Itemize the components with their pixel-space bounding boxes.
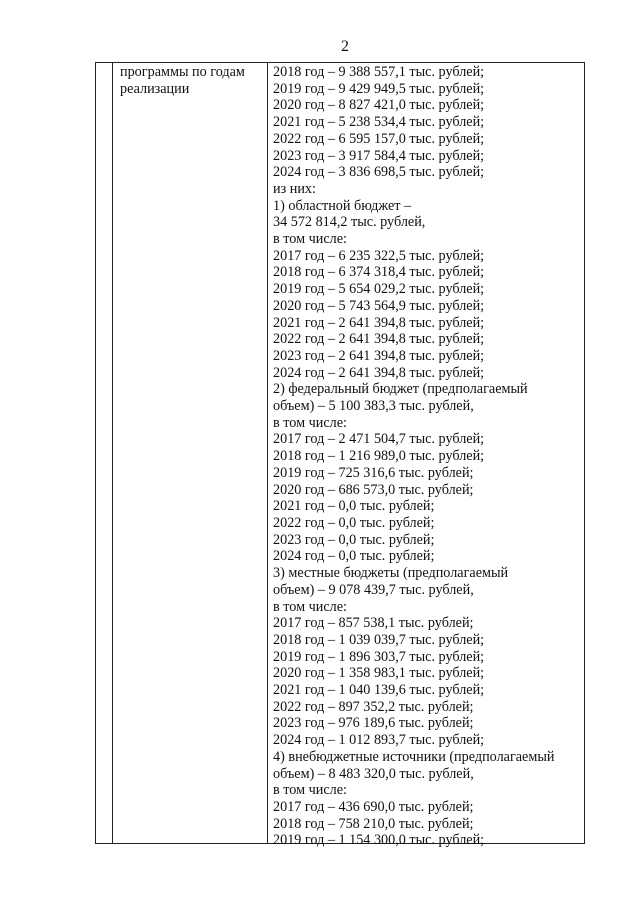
- funding-line: 2020 год – 8 827 421,0 тыс. рублей;: [273, 97, 485, 114]
- funding-line: 1) областной бюджет –: [273, 197, 412, 214]
- funding-line: в том числе:: [273, 231, 347, 248]
- table-cell-label: [120, 64, 265, 97]
- funding-line: 2024 год – 0,0 тыс. рублей;: [273, 548, 435, 565]
- funding-line: 2019 год – 1 896 303,7 тыс. рублей;: [273, 648, 485, 665]
- funding-line: в том числе:: [273, 598, 347, 615]
- funding-line: 2023 год – 0,0 тыс. рублей;: [273, 531, 435, 548]
- funding-line: 2022 год – 897 352,2 тыс. рублей;: [273, 698, 474, 715]
- funding-line: объем) – 5 100 383,3 тыс. рублей,: [273, 398, 474, 415]
- funding-line: 2024 год – 2 641 394,8 тыс. рублей;: [273, 364, 485, 381]
- funding-line: 2) федеральный бюджет (предполагаемый: [273, 381, 528, 398]
- table-cell-funding-values: [273, 64, 583, 849]
- funding-line: 2019 год – 9 429 949,5 тыс. рублей;: [273, 80, 485, 97]
- funding-line: 2017 год – 436 690,0 тыс. рублей;: [273, 798, 474, 815]
- funding-line: 2021 год – 0,0 тыс. рублей;: [273, 498, 435, 515]
- funding-line: 2017 год – 6 235 322,5 тыс. рублей;: [273, 247, 485, 264]
- funding-line: 2023 год – 2 641 394,8 тыс. рублей;: [273, 347, 485, 364]
- funding-line: 2017 год – 2 471 504,7 тыс. рублей;: [273, 431, 485, 448]
- funding-line: 2021 год – 1 040 139,6 тыс. рублей;: [273, 682, 485, 699]
- funding-line: 2021 год – 5 238 534,4 тыс. рублей;: [273, 114, 485, 131]
- label-line: реализации: [120, 80, 190, 97]
- funding-line: 2018 год – 1 216 989,0 тыс. рублей;: [273, 448, 485, 465]
- funding-line: 2023 год – 3 917 584,4 тыс. рублей;: [273, 147, 485, 164]
- funding-line: 2023 год – 976 189,6 тыс. рублей;: [273, 715, 474, 732]
- funding-line: объем) – 9 078 439,7 тыс. рублей,: [273, 581, 474, 598]
- funding-line: 2018 год – 6 374 318,4 тыс. рублей;: [273, 264, 485, 281]
- program-funding-table: [95, 62, 585, 849]
- funding-line: 2022 год – 0,0 тыс. рублей;: [273, 514, 435, 531]
- funding-line: 2022 год – 6 595 157,0 тыс. рублей;: [273, 130, 485, 147]
- funding-line: 2024 год – 3 836 698,5 тыс. рублей;: [273, 164, 485, 181]
- funding-line: 2019 год – 725 316,6 тыс. рублей;: [273, 464, 474, 481]
- funding-line: объем) – 8 483 320,0 тыс. рублей,: [273, 765, 474, 782]
- funding-line: 2019 год – 5 654 029,2 тыс. рублей;: [273, 281, 485, 298]
- funding-line: 2019 год – 1 154 300,0 тыс. рублей;: [273, 832, 485, 849]
- funding-line: 2020 год – 5 743 564,9 тыс. рублей;: [273, 297, 485, 314]
- funding-line: 2022 год – 2 641 394,8 тыс. рублей;: [273, 331, 485, 348]
- funding-line: из них:: [273, 180, 316, 197]
- funding-line: 2024 год – 1 012 893,7 тыс. рублей;: [273, 732, 485, 749]
- funding-line: 2017 год – 857 538,1 тыс. рублей;: [273, 615, 474, 632]
- funding-line: в том числе:: [273, 782, 347, 799]
- funding-line: 3) местные бюджеты (предполагаемый: [273, 565, 509, 582]
- funding-line: 2018 год – 758 210,0 тыс. рублей;: [273, 815, 474, 832]
- funding-line: 34 572 814,2 тыс. рублей,: [273, 214, 426, 231]
- funding-line: в том числе:: [273, 414, 347, 431]
- page-number: 2: [341, 38, 349, 55]
- table-column-divider-middle: [267, 63, 268, 843]
- funding-line: 4) внебюджетные источники (предполагаемый: [273, 748, 555, 765]
- label-line: программы по годам: [120, 64, 245, 80]
- funding-line: 2020 год – 686 573,0 тыс. рублей;: [273, 481, 474, 498]
- funding-line: 2021 год – 2 641 394,8 тыс. рублей;: [273, 314, 485, 331]
- funding-line: 2020 год – 1 358 983,1 тыс. рублей;: [273, 665, 485, 682]
- funding-line: 2018 год – 9 388 557,1 тыс. рублей;: [273, 64, 485, 80]
- funding-line: 2018 год – 1 039 039,7 тыс. рублей;: [273, 631, 485, 648]
- table-column-divider-left: [112, 63, 113, 843]
